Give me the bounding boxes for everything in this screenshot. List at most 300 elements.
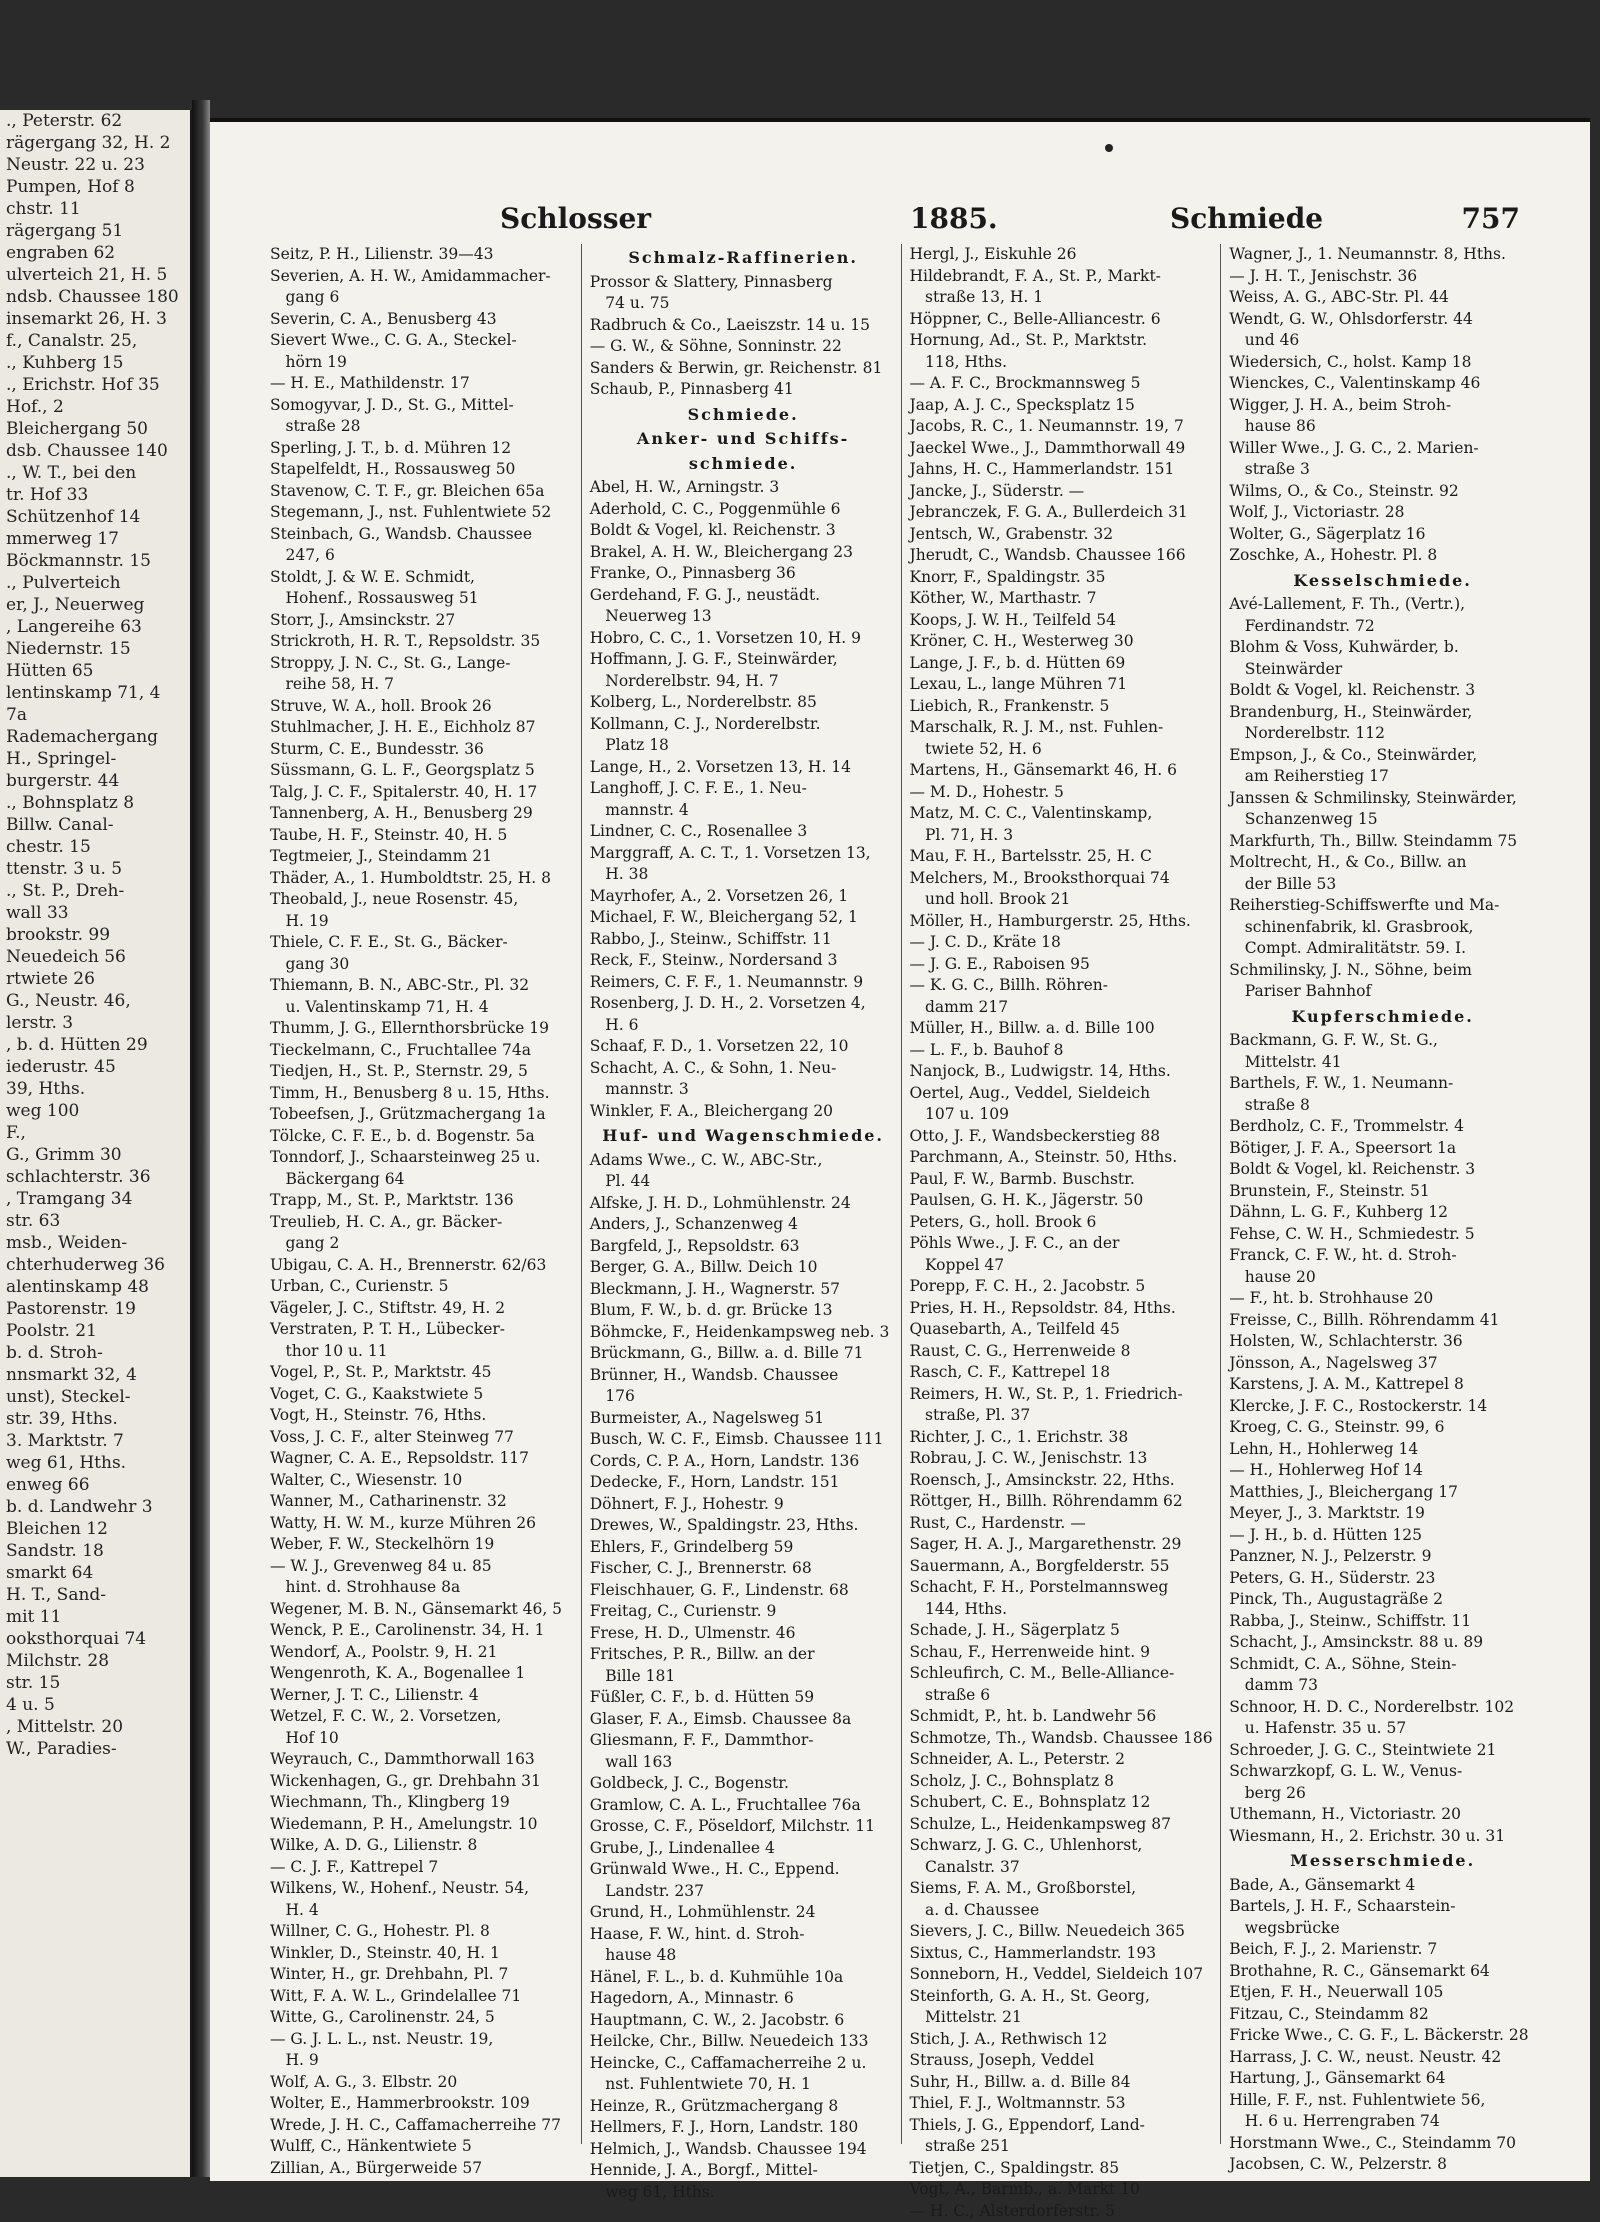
directory-entry: H. 19 xyxy=(270,911,577,933)
directory-entry: Voss, J. C. F., alter Steinweg 77 xyxy=(270,1427,577,1449)
left-page-line: ., St. P., Dreh- xyxy=(0,880,190,902)
directory-entry: Werner, J. T. C., Lilienstr. 4 xyxy=(270,1685,577,1707)
directory-entry: gang 30 xyxy=(270,954,577,976)
left-page-line: weg 61, Hths. xyxy=(0,1452,190,1474)
directory-entry: Koppel 47 xyxy=(910,1255,1217,1277)
directory-entry: Fischer, C. J., Brennerstr. 68 xyxy=(590,1558,897,1580)
directory-entry: Pries, H. H., Repsoldstr. 84, Hths. xyxy=(910,1298,1217,1320)
directory-entry: Franke, O., Pinnasberg 36 xyxy=(590,563,897,585)
directory-entry: — A. F. C., Brockmannsweg 5 xyxy=(910,373,1217,395)
left-page-line: , Mittelstr. 20 xyxy=(0,1716,190,1738)
left-page-line: tr. Hof 33 xyxy=(0,484,190,506)
directory-entry: Wiesmann, H., 2. Erichstr. 30 u. 31 xyxy=(1229,1826,1536,1848)
directory-entry: Schwarz, J. G. C., Uhlenhorst, xyxy=(910,1835,1217,1857)
directory-entry: Dedecke, F., Horn, Landstr. 151 xyxy=(590,1472,897,1494)
directory-entry: — L. F., b. Bauhof 8 xyxy=(910,1040,1217,1062)
left-page-line: alentinskamp 48 xyxy=(0,1276,190,1298)
directory-entry: Uthemann, H., Victoriastr. 20 xyxy=(1229,1804,1536,1826)
directory-entry: Brandenburg, H., Steinwärder, xyxy=(1229,702,1536,724)
directory-entry: Rasch, C. F., Kattrepel 18 xyxy=(910,1362,1217,1384)
directory-entry: damm 73 xyxy=(1229,1675,1536,1697)
directory-entry: mannstr. 4 xyxy=(590,800,897,822)
left-page-line: lentinskamp 71, 4 xyxy=(0,682,190,704)
directory-entry: Steinforth, G. A. H., St. Georg, xyxy=(910,1986,1217,2008)
directory-entry: Panzner, N. J., Pelzerstr. 9 xyxy=(1229,1546,1536,1568)
directory-entry: Sturm, C. E., Bundesstr. 36 xyxy=(270,739,577,761)
directory-entry: und 46 xyxy=(1229,330,1536,352)
directory-entry: twiete 52, H. 6 xyxy=(910,739,1217,761)
directory-entry: Robrau, J. C. W., Jenischstr. 13 xyxy=(910,1448,1217,1470)
directory-entry: Weyrauch, C., Dammthorwall 163 xyxy=(270,1749,577,1771)
directory-entry: Heinze, R., Grützmachergang 8 xyxy=(590,2096,897,2118)
directory-entry: Pl. 71, H. 3 xyxy=(910,825,1217,847)
directory-entry: Wetzel, F. C. W., 2. Vorsetzen, xyxy=(270,1706,577,1728)
directory-entry: straße 13, H. 1 xyxy=(910,287,1217,309)
directory-entry: Wilms, O., & Co., Steinstr. 92 xyxy=(1229,481,1536,503)
directory-entry: Witte, G., Carolinenstr. 24, 5 xyxy=(270,2007,577,2029)
directory-entry: 176 xyxy=(590,1386,897,1408)
directory-entry: Wanner, M., Catharinenstr. 32 xyxy=(270,1491,577,1513)
directory-entry: hause 48 xyxy=(590,1945,897,1967)
directory-entry: Bötiger, J. F. A., Speersort 1a xyxy=(1229,1138,1536,1160)
directory-entry: Thiemann, B. N., ABC-Str., Pl. 32 xyxy=(270,975,577,997)
header-left-title: Schlosser xyxy=(500,202,651,235)
left-page-line: str. 39, Hths. xyxy=(0,1408,190,1430)
directory-entry: Stoldt, J. & W. E. Schmidt, xyxy=(270,567,577,589)
directory-entry: Zillian, A., Bürgerweide 57 xyxy=(270,2158,577,2180)
left-page-line: , Langereihe 63 xyxy=(0,616,190,638)
directory-entry: Platz 18 xyxy=(590,735,897,757)
left-page-line: 7a xyxy=(0,704,190,726)
directory-entry: Wolf, J., Victoriastr. 28 xyxy=(1229,502,1536,524)
directory-entry: Tegtmeier, J., Steindamm 21 xyxy=(270,846,577,868)
directory-entry: Thiel, F. J., Woltmannstr. 53 xyxy=(910,2093,1217,2115)
directory-entry: Klercke, J. F. C., Rostockerstr. 14 xyxy=(1229,1396,1536,1418)
directory-columns xyxy=(270,244,1540,2144)
left-page-line: Bleichen 12 xyxy=(0,1518,190,1540)
directory-entry: Norderelbstr. 112 xyxy=(1229,723,1536,745)
directory-entry: Verstraten, P. T. H., Lübecker- xyxy=(270,1319,577,1341)
section-heading: Schmiede. xyxy=(590,404,897,426)
left-page-line: G., Grimm 30 xyxy=(0,1144,190,1166)
directory-entry: Wrede, J. H. C., Caffamacherreihe 77 xyxy=(270,2115,577,2137)
ink-dot xyxy=(1105,144,1113,152)
directory-entry: Wulff, C., Hänkentwiete 5 xyxy=(270,2136,577,2158)
directory-entry: H. 6 xyxy=(590,1015,897,1037)
directory-entry: Matthies, J., Bleichergang 17 xyxy=(1229,1482,1536,1504)
directory-entry: Wendt, G. W., Ohlsdorferstr. 44 xyxy=(1229,309,1536,331)
left-page-line: msb., Weiden- xyxy=(0,1232,190,1254)
left-page-line: ooksthorquai 74 xyxy=(0,1628,190,1650)
directory-entry: Wiedemann, P. H., Amelungstr. 10 xyxy=(270,1814,577,1836)
directory-entry: Sievers, J. C., Billw. Neuedeich 365 xyxy=(910,1921,1217,1943)
left-page-line: engraben 62 xyxy=(0,242,190,264)
directory-entry: 247, 6 xyxy=(270,545,577,567)
directory-entry: — H. E., Mathildenstr. 17 xyxy=(270,373,577,395)
directory-entry: Hof 10 xyxy=(270,1728,577,1750)
directory-entry: 74 u. 75 xyxy=(590,293,897,315)
directory-entry: Witt, F. A. W. L., Grindelallee 71 xyxy=(270,1986,577,2008)
directory-entry: Schmidt, C. A., Söhne, Stein- xyxy=(1229,1654,1536,1676)
directory-entry: Tobeefsen, J., Grützmachergang 1a xyxy=(270,1104,577,1126)
directory-entry: Liebich, R., Frankenstr. 5 xyxy=(910,696,1217,718)
directory-entry: Schacht, J., Amsinckstr. 88 u. 89 xyxy=(1229,1632,1536,1654)
directory-entry: Lehn, H., Hohlerweg 14 xyxy=(1229,1439,1536,1461)
directory-entry: der Bille 53 xyxy=(1229,874,1536,896)
directory-entry: H. 9 xyxy=(270,2050,577,2072)
directory-entry: H. 38 xyxy=(590,864,897,886)
directory-entry: Vogt, H., Steinstr. 76, Hths. xyxy=(270,1405,577,1427)
directory-entry: Haase, F. W., hint. d. Stroh- xyxy=(590,1924,897,1946)
directory-entry: Wiechmann, Th., Klingberg 19 xyxy=(270,1792,577,1814)
directory-entry: Pl. 44 xyxy=(590,1171,897,1193)
directory-entry: Vogel, P., St. P., Marktstr. 45 xyxy=(270,1362,577,1384)
directory-entry: Taube, H. F., Steinstr. 40, H. 5 xyxy=(270,825,577,847)
left-page-fragment xyxy=(0,110,193,2177)
directory-entry: — H., Hohlerweg Hof 14 xyxy=(1229,1460,1536,1482)
directory-entry: Jahns, H. C., Hammerlandstr. 151 xyxy=(910,459,1217,481)
directory-entry: Scholz, J. C., Bohnsplatz 8 xyxy=(910,1771,1217,1793)
left-page-line: rägergang 32, H. 2 xyxy=(0,132,190,154)
directory-entry: Lange, H., 2. Vorsetzen 13, H. 14 xyxy=(590,757,897,779)
directory-entry: Matz, M. C. C., Valentinskamp, xyxy=(910,803,1217,825)
directory-entry: Hartung, J., Gänsemarkt 64 xyxy=(1229,2068,1536,2090)
directory-entry: straße 6 xyxy=(910,1685,1217,1707)
directory-entry: Janssen & Schmilinsky, Steinwärder, xyxy=(1229,788,1536,810)
directory-entry: Brunstein, F., Steinstr. 51 xyxy=(1229,1181,1536,1203)
directory-entry: mannstr. 3 xyxy=(590,1079,897,1101)
directory-entry: Bade, A., Gänsemarkt 4 xyxy=(1229,1875,1536,1897)
directory-entry: Sager, H. A. J., Margarethenstr. 29 xyxy=(910,1534,1217,1556)
section-heading: Huf- und Wagenschmiede. xyxy=(590,1125,897,1147)
left-page-line: 3. Marktstr. 7 xyxy=(0,1430,190,1452)
directory-entry: gang 2 xyxy=(270,1233,577,1255)
directory-entry: Röttger, H., Billh. Röhrendamm 62 xyxy=(910,1491,1217,1513)
left-page-line: iederustr. 45 xyxy=(0,1056,190,1078)
directory-entry: u. Valentinskamp 71, H. 4 xyxy=(270,997,577,1019)
directory-entry: Winter, H., gr. Drehbahn, Pl. 7 xyxy=(270,1964,577,1986)
left-page-line: schlachterstr. 36 xyxy=(0,1166,190,1188)
directory-entry: Schneider, A. L., Peterstr. 2 xyxy=(910,1749,1217,1771)
directory-entry: Tiedjen, H., St. P., Sternstr. 29, 5 xyxy=(270,1061,577,1083)
left-page-line: insemarkt 26, H. 3 xyxy=(0,308,190,330)
directory-entry: Urban, C., Curienstr. 5 xyxy=(270,1276,577,1298)
directory-entry: Reimers, C. F. F., 1. Neumannstr. 9 xyxy=(590,972,897,994)
directory-entry: hause 20 xyxy=(1229,1267,1536,1289)
directory-entry: Schau, F., Herrenweide hint. 9 xyxy=(910,1642,1217,1664)
directory-entry: Jancke, J., Süderstr. — xyxy=(910,481,1217,503)
left-page-line: ttenstr. 3 u. 5 xyxy=(0,858,190,880)
left-page-line: chterhuderweg 36 xyxy=(0,1254,190,1276)
directory-entry: Goldbeck, J. C., Bogenstr. xyxy=(590,1773,897,1795)
directory-entry: Möller, H., Hamburgerstr. 25, Hths. xyxy=(910,911,1217,933)
directory-entry: Stroppy, J. N. C., St. G., Lange- xyxy=(270,653,577,675)
directory-entry: — J. H. T., Jenischstr. 36 xyxy=(1229,266,1536,288)
directory-entry: 118, Hths. xyxy=(910,352,1217,374)
directory-entry: Jebranczek, F. G. A., Bullerdeich 31 xyxy=(910,502,1217,524)
left-page-line: str. 63 xyxy=(0,1210,190,1232)
directory-entry: Backmann, G. F. W., St. G., xyxy=(1229,1030,1536,1052)
directory-entry: gang 6 xyxy=(270,287,577,309)
left-page-line: str. 15 xyxy=(0,1672,190,1694)
directory-entry: hint. d. Strohhause 8a xyxy=(270,1577,577,1599)
directory-entry: Oertel, Aug., Veddel, Sieldeich xyxy=(910,1083,1217,1105)
header-year: 1885. xyxy=(910,202,998,235)
directory-entry: Gramlow, C. A. L., Fruchtallee 76a xyxy=(590,1795,897,1817)
directory-entry: Tölcke, C. F. E., b. d. Bogenstr. 5a xyxy=(270,1126,577,1148)
directory-entry: Schade, J. H., Sägerplatz 5 xyxy=(910,1620,1217,1642)
directory-entry: Freisse, C., Billh. Röhrendamm 41 xyxy=(1229,1310,1536,1332)
left-page-line: ., W. T., bei den xyxy=(0,462,190,484)
directory-entry: Frese, H. D., Ulmenstr. 46 xyxy=(590,1623,897,1645)
column-3 xyxy=(910,244,1222,2144)
left-page-line: 4 u. 5 xyxy=(0,1694,190,1716)
directory-entry: Freitag, C., Curienstr. 9 xyxy=(590,1601,897,1623)
left-page-line: chstr. 11 xyxy=(0,198,190,220)
left-page-line: ulverteich 21, H. 5 xyxy=(0,264,190,286)
left-page-line: burgerstr. 44 xyxy=(0,770,190,792)
directory-entry: Peters, G., holl. Brook 6 xyxy=(910,1212,1217,1234)
directory-entry: Wengenroth, K. A., Bogenallee 1 xyxy=(270,1663,577,1685)
directory-entry: Schnoor, H. D. C., Norderelbstr. 102 xyxy=(1229,1697,1536,1719)
directory-entry: Landstr. 237 xyxy=(590,1881,897,1903)
left-page-line: , Tramgang 34 xyxy=(0,1188,190,1210)
directory-entry: Lindner, C. C., Rosenallee 3 xyxy=(590,821,897,843)
directory-entry: Barthels, F. W., 1. Neumann- xyxy=(1229,1073,1536,1095)
directory-entry: Severien, A. H. W., Amidammacher- xyxy=(270,266,577,288)
directory-entry: Willner, C. G., Hohestr. Pl. 8 xyxy=(270,1921,577,1943)
left-page-line: H., Springel- xyxy=(0,748,190,770)
left-page-line: chestr. 15 xyxy=(0,836,190,858)
left-page-line: H. T., Sand- xyxy=(0,1584,190,1606)
directory-entry: Voget, C. G., Kaakstwiete 5 xyxy=(270,1384,577,1406)
directory-entry: straße, Pl. 37 xyxy=(910,1405,1217,1427)
left-page-line: 39, Hths. xyxy=(0,1078,190,1100)
directory-entry: Koops, J. W. H., Teilfeld 54 xyxy=(910,610,1217,632)
directory-entry: — F., ht. b. Strohhause 20 xyxy=(1229,1288,1536,1310)
directory-entry: Jherudt, C., Wandsb. Chaussee 166 xyxy=(910,545,1217,567)
directory-entry: Meyer, J., 3. Marktstr. 19 xyxy=(1229,1503,1536,1525)
left-page-line: rägergang 51 xyxy=(0,220,190,242)
directory-entry: Sperling, J. T., b. d. Mühren 12 xyxy=(270,438,577,460)
directory-entry: Grube, J., Lindenallee 4 xyxy=(590,1838,897,1860)
section-heading: Kesselschmiede. xyxy=(1229,570,1536,592)
directory-entry: Rabbo, J., Steinw., Schiffstr. 11 xyxy=(590,929,897,951)
section-heading: Messerschmiede. xyxy=(1229,1850,1536,1872)
directory-entry: Hagedorn, A., Minnastr. 6 xyxy=(590,1988,897,2010)
column-2 xyxy=(590,244,902,2144)
directory-entry: Wilkens, W., Hohenf., Neustr. 54, xyxy=(270,1878,577,1900)
directory-entry: Burmeister, A., Nagelsweg 51 xyxy=(590,1408,897,1430)
directory-entry: Prossor & Slattery, Pinnasberg xyxy=(590,272,897,294)
directory-entry: Bartels, J. H. F., Schaarstein- xyxy=(1229,1896,1536,1918)
directory-entry: Langhoff, J. C. F. E., 1. Neu- xyxy=(590,778,897,800)
column-4 xyxy=(1229,244,1540,2144)
directory-entry: a. d. Chaussee xyxy=(910,1900,1217,1922)
directory-entry: Sixtus, C., Hammerlandstr. 193 xyxy=(910,1943,1217,1965)
directory-entry: Treulieb, H. C. A., gr. Bäcker- xyxy=(270,1212,577,1234)
directory-entry: Mittelstr. 41 xyxy=(1229,1052,1536,1074)
directory-entry: straße 3 xyxy=(1229,459,1536,481)
directory-entry: Compt. Admiralitätstr. 59. I. xyxy=(1229,938,1536,960)
left-page-line: enweg 66 xyxy=(0,1474,190,1496)
directory-entry: am Reiherstieg 17 xyxy=(1229,766,1536,788)
directory-entry: Blum, F. W., b. d. gr. Brücke 13 xyxy=(590,1300,897,1322)
directory-entry: Heincke, C., Caffamacherreihe 2 u. xyxy=(590,2053,897,2075)
directory-entry: Michael, F. W., Bleichergang 52, 1 xyxy=(590,907,897,929)
directory-entry: nst. Fuhlentwiete 70, H. 1 xyxy=(590,2074,897,2096)
directory-entry: Empson, J., & Co., Steinwärder, xyxy=(1229,745,1536,767)
directory-entry: Vägeler, J. C., Stiftstr. 49, H. 2 xyxy=(270,1298,577,1320)
directory-entry: — J. G. E., Raboisen 95 xyxy=(910,954,1217,976)
directory-entry: Rabba, J., Steinw., Schiffstr. 11 xyxy=(1229,1611,1536,1633)
section-heading: Schmalz-Raffinerien. xyxy=(590,247,897,269)
left-page-line: W., Paradies- xyxy=(0,1738,190,1760)
directory-entry: Struve, W. A., holl. Brook 26 xyxy=(270,696,577,718)
left-page-line: Neuedeich 56 xyxy=(0,946,190,968)
directory-entry: Schmidt, P., ht. b. Landwehr 56 xyxy=(910,1706,1217,1728)
directory-entry: Reimers, H. W., St. P., 1. Friedrich- xyxy=(910,1384,1217,1406)
directory-entry: Boldt & Vogel, kl. Reichenstr. 3 xyxy=(590,520,897,542)
directory-entry: Etjen, F. H., Neuerwall 105 xyxy=(1229,1982,1536,2004)
directory-entry: Reiherstieg-Schiffswerfte und Ma- xyxy=(1229,895,1536,917)
left-page-line: Schützenhof 14 xyxy=(0,506,190,528)
directory-entry: Hille, F. F., nst. Fuhlentwiete 56, xyxy=(1229,2090,1536,2112)
directory-entry: Hobro, C. C., 1. Vorsetzen 10, H. 9 xyxy=(590,628,897,650)
directory-entry: Cords, C. P. A., Horn, Landstr. 136 xyxy=(590,1451,897,1473)
directory-entry: Pöhls Wwe., J. F. C., an der xyxy=(910,1233,1217,1255)
directory-entry: Böhmcke, F., Heidenkampsweg neb. 3 xyxy=(590,1322,897,1344)
directory-entry: und holl. Brook 21 xyxy=(910,889,1217,911)
directory-entry: Tietjen, C., Spaldingstr. 85 xyxy=(910,2158,1217,2180)
directory-entry: Kroeg, C. G., Steinstr. 99, 6 xyxy=(1229,1417,1536,1439)
directory-entry: Vogt, A., Barmb., a. Markt 10 xyxy=(910,2179,1217,2201)
directory-entry: u. Hafenstr. 35 u. 57 xyxy=(1229,1718,1536,1740)
left-page-line: Poolstr. 21 xyxy=(0,1320,190,1342)
header-right-title: Schmiede xyxy=(1170,202,1323,235)
directory-entry: Hänel, F. L., b. d. Kuhmühle 10a xyxy=(590,1967,897,1989)
directory-entry: Abel, H. W., Arningstr. 3 xyxy=(590,477,897,499)
directory-entry: Peters, G. H., Süderstr. 23 xyxy=(1229,1568,1536,1590)
page-number: 757 xyxy=(1462,202,1520,235)
left-page-line: smarkt 64 xyxy=(0,1562,190,1584)
directory-entry: Döhnert, F. J., Hohestr. 9 xyxy=(590,1494,897,1516)
directory-entry: Nanjock, B., Ludwigstr. 14, Hths. xyxy=(910,1061,1217,1083)
left-page-line: Milchstr. 28 xyxy=(0,1650,190,1672)
directory-entry: Tannenberg, A. H., Benusberg 29 xyxy=(270,803,577,825)
directory-entry: — K. G. C., Billh. Röhren- xyxy=(910,975,1217,997)
directory-entry: Porepp, F. C. H., 2. Jacobstr. 5 xyxy=(910,1276,1217,1298)
directory-entry: Martens, H., Gänsemarkt 46, H. 6 xyxy=(910,760,1217,782)
directory-entry: — C. J. F., Kattrepel 7 xyxy=(270,1857,577,1879)
directory-entry: Walter, C., Wiesenstr. 10 xyxy=(270,1470,577,1492)
directory-entry: Stich, J. A., Rethwisch 12 xyxy=(910,2029,1217,2051)
directory-entry: Fritsches, P. R., Billw. an der xyxy=(590,1644,897,1666)
directory-entry: Wilke, A. D. G., Lilienstr. 8 xyxy=(270,1835,577,1857)
directory-entry: Hohenf., Rossausweg 51 xyxy=(270,588,577,610)
left-page-line: nnsmarkt 32, 4 xyxy=(0,1364,190,1386)
directory-entry: wall 163 xyxy=(590,1752,897,1774)
directory-entry: Wiedersich, C., holst. Kamp 18 xyxy=(1229,352,1536,374)
directory-entry: Knorr, F., Spaldingstr. 35 xyxy=(910,567,1217,589)
directory-entry: hörn 19 xyxy=(270,352,577,374)
directory-entry: Quasebarth, A., Teilfeld 45 xyxy=(910,1319,1217,1341)
directory-entry: Moltrecht, H., & Co., Billw. an xyxy=(1229,852,1536,874)
directory-entry: Jacobsen, C. W., Pelzerstr. 8 xyxy=(1229,2154,1536,2176)
left-page-line: Bleichergang 50 xyxy=(0,418,190,440)
directory-entry: Rosenberg, J. D. H., 2. Vorsetzen 4, xyxy=(590,993,897,1015)
directory-entry: Fleischhauer, G. F., Lindenstr. 68 xyxy=(590,1580,897,1602)
directory-entry: thor 10 u. 11 xyxy=(270,1341,577,1363)
directory-entry: — G. W., & Söhne, Sonninstr. 22 xyxy=(590,336,897,358)
directory-entry: Steinbach, G., Wandsb. Chaussee xyxy=(270,524,577,546)
directory-entry: Hellmers, F. J., Horn, Landstr. 180 xyxy=(590,2117,897,2139)
column-1 xyxy=(270,244,582,2144)
directory-entry: Theobald, J., neue Rosenstr. 45, xyxy=(270,889,577,911)
directory-entry: Canalstr. 37 xyxy=(910,1857,1217,1879)
directory-entry: Suhr, H., Billw. a. d. Bille 84 xyxy=(910,2072,1217,2094)
directory-entry: Bäckergang 64 xyxy=(270,1169,577,1191)
directory-entry: H. 4 xyxy=(270,1900,577,1922)
left-page-line: Böckmannstr. 15 xyxy=(0,550,190,572)
left-page-line: ., Bohnsplatz 8 xyxy=(0,792,190,814)
directory-entry: Markfurth, Th., Billw. Steindamm 75 xyxy=(1229,831,1536,853)
directory-entry: Wagner, J., 1. Neumannstr. 8, Hths. xyxy=(1229,244,1536,266)
directory-entry: Schubert, C. E., Bohnsplatz 12 xyxy=(910,1792,1217,1814)
directory-entry: Paulsen, G. H. K., Jägerstr. 50 xyxy=(910,1190,1217,1212)
directory-entry: berg 26 xyxy=(1229,1783,1536,1805)
directory-entry: Schwarzkopf, G. L. W., Venus- xyxy=(1229,1761,1536,1783)
directory-entry: Lange, J. F., b. d. Hütten 69 xyxy=(910,653,1217,675)
directory-entry: Anders, J., Schanzenweg 4 xyxy=(590,1214,897,1236)
directory-entry: H. 6 u. Herrengraben 74 xyxy=(1229,2111,1536,2133)
directory-entry: Karstens, J. A. M., Kattrepel 8 xyxy=(1229,1374,1536,1396)
directory-entry: Marggraff, A. C. T., 1. Vorsetzen 13, xyxy=(590,843,897,865)
left-page-line: f., Canalstr. 25, xyxy=(0,330,190,352)
directory-entry: Stavenow, C. T. F., gr. Bleichen 65a xyxy=(270,481,577,503)
directory-entry: — J. H., b. d. Hütten 125 xyxy=(1229,1525,1536,1547)
directory-entry: Wegener, M. B. N., Gänsemarkt 46, 5 xyxy=(270,1599,577,1621)
directory-entry: Franck, C. F. W., ht. d. Stroh- xyxy=(1229,1245,1536,1267)
directory-entry: Steinwärder xyxy=(1229,659,1536,681)
left-page-line: brookstr. 99 xyxy=(0,924,190,946)
left-page-line: mmerweg 17 xyxy=(0,528,190,550)
directory-entry: Schmotze, Th., Wandsb. Chaussee 186 xyxy=(910,1728,1217,1750)
directory-entry: Pariser Bahnhof xyxy=(1229,981,1536,1003)
directory-entry: Schaaf, F. D., 1. Vorsetzen 22, 10 xyxy=(590,1036,897,1058)
directory-entry: Rust, C., Hardenstr. — xyxy=(910,1513,1217,1535)
directory-entry: Wickenhagen, G., gr. Drehbahn 31 xyxy=(270,1771,577,1793)
left-page-line: Rademachergang xyxy=(0,726,190,748)
left-page-line: ., Peterstr. 62 xyxy=(0,110,190,132)
directory-entry: — G. J. L. L., nst. Neustr. 19, xyxy=(270,2029,577,2051)
directory-entry: Schaub, P., Pinnasberg 41 xyxy=(590,379,897,401)
directory-entry: Tonndorf, J., Schaarsteinweg 25 u. xyxy=(270,1147,577,1169)
directory-entry: Hornung, Ad., St. P., Marktstr. xyxy=(910,330,1217,352)
directory-entry: Dähnn, L. G. F., Kuhberg 12 xyxy=(1229,1202,1536,1224)
left-page-line: Sandstr. 18 xyxy=(0,1540,190,1562)
directory-entry: Parchmann, A., Steinstr. 50, Hths. xyxy=(910,1147,1217,1169)
section-heading: Kupferschmiede. xyxy=(1229,1006,1536,1028)
directory-entry: Wolter, G., Sägerplatz 16 xyxy=(1229,524,1536,546)
directory-entry: Melchers, M., Brooksthorquai 74 xyxy=(910,868,1217,890)
directory-entry: Busch, W. C. F., Eimsb. Chaussee 111 xyxy=(590,1429,897,1451)
directory-entry: Kröner, C. H., Westerweg 30 xyxy=(910,631,1217,653)
directory-entry: Wolf, A. G., 3. Elbstr. 20 xyxy=(270,2072,577,2094)
directory-entry: Alfske, J. H. D., Lohmühlenstr. 24 xyxy=(590,1193,897,1215)
directory-entry: Bargfeld, J., Repsoldstr. 63 xyxy=(590,1236,897,1258)
directory-entry: schinenfabrik, kl. Grasbrook, xyxy=(1229,917,1536,939)
